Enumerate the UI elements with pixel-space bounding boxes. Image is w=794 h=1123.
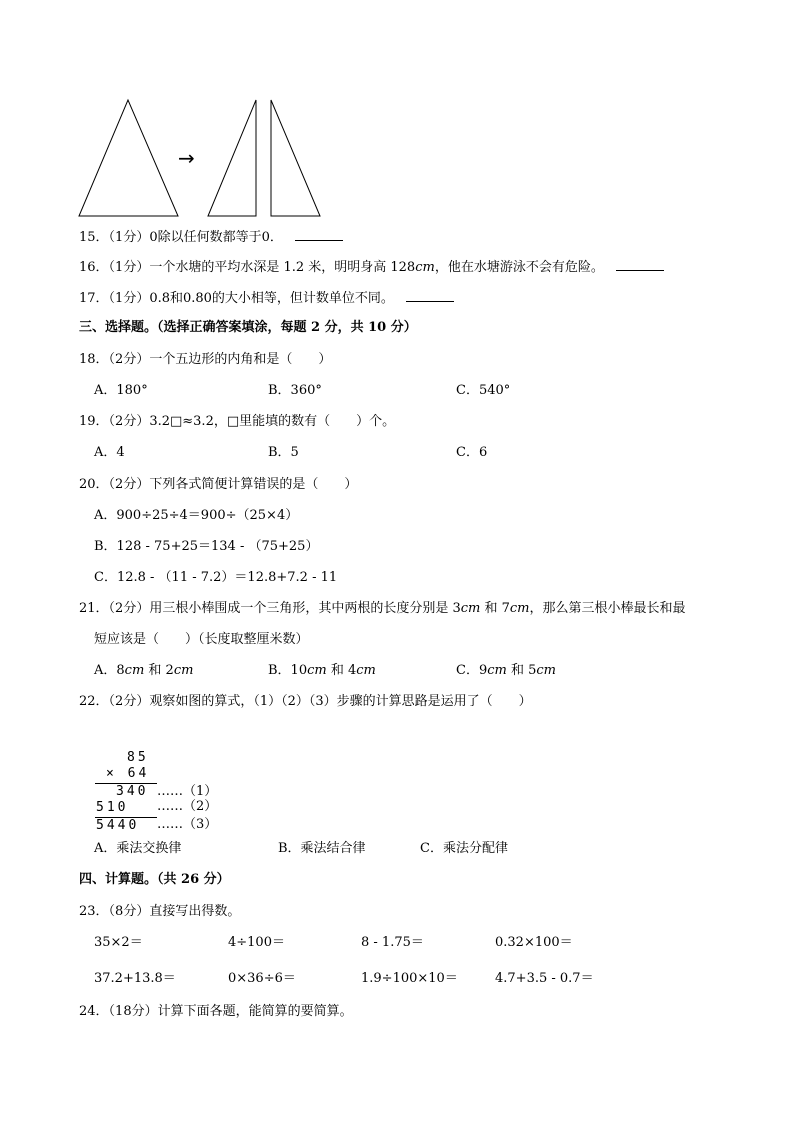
unit-cm: cm <box>509 601 530 616</box>
answer-blank[interactable] <box>295 228 343 241</box>
question-17 <box>79 289 454 307</box>
option-a[interactable]: A．180° <box>94 383 148 398</box>
calc-row-4: 510 <box>96 800 129 815</box>
question-16-text-a: 16．（1分）一个水塘的平均水深是 1.2 米，明明身高 128 <box>79 260 416 275</box>
text: B．10 <box>268 663 308 678</box>
question-16-text-b: ，他在水塘游泳不会有危险。 <box>434 260 604 275</box>
answer-blank[interactable] <box>616 258 664 271</box>
step-label-3: ……（3） <box>157 817 218 832</box>
calc-item: 37.2+13.8＝ <box>94 971 176 986</box>
question-20-stem: 20．（2分）下列各式简便计算错误的是（ ） <box>79 477 358 492</box>
text: C．9 <box>456 663 488 678</box>
text: A．8 <box>94 663 125 678</box>
step-label-1: ……（1） <box>157 784 218 799</box>
option-a[interactable]: A．乘法交换律 <box>94 841 182 856</box>
calc-item: 35×2＝ <box>94 935 143 950</box>
option-c[interactable]: C．乘法分配律 <box>420 841 508 856</box>
arrow-icon: → <box>178 146 195 170</box>
unit-cm: cm <box>460 601 481 616</box>
calc-item: 8 - 1.75＝ <box>361 935 424 950</box>
option-b[interactable]: B．128 - 75+25＝134 - （75+25） <box>94 539 319 554</box>
text: 和 4 <box>326 663 357 678</box>
question-24-stem: 24．（18分）计算下面各题，能简算的要简算。 <box>79 1004 353 1019</box>
option-c[interactable]: C．12.8 - （11 - 7.2）＝12.8+7.2 - 11 <box>94 570 338 585</box>
option-a[interactable]: A．4 <box>94 445 125 460</box>
left-half-triangle <box>208 100 256 216</box>
text: ，那么第三根小棒最长和最 <box>529 601 686 616</box>
isosceles-triangle <box>79 100 178 216</box>
calc-item: 0×36÷6＝ <box>228 971 296 986</box>
calc-item: 1.9÷100×10＝ <box>361 971 458 986</box>
unit-cm: cm <box>415 260 435 275</box>
option-a[interactable]: A．900÷25÷4＝900÷（25×4） <box>94 508 299 523</box>
unit-cm: cm <box>307 663 327 678</box>
question-21-line-2: 短应该是（ ）（长度取整厘米数） <box>94 632 309 647</box>
calc-item: 4÷100＝ <box>228 935 285 950</box>
calc-row-3: 340 <box>116 784 149 799</box>
question-22-stem: 22．（2分）观察如图的算式，（1）（2）（3）步骤的计算思路是运用了（ ） <box>79 694 532 709</box>
question-17-text: 17．（1分）0.8和0.80的大小相等，但计数单位不同。 <box>79 291 394 306</box>
question-15-text: 15．（1分）0除以任何数都等于0． <box>79 230 283 245</box>
option-b[interactable]: B．360° <box>268 383 322 398</box>
question-16 <box>79 258 664 276</box>
section-3-heading: 三、选择题。（选择正确答案填涂，每题 2 分，共 10 分） <box>79 320 417 335</box>
unit-cm: cm <box>356 663 376 678</box>
calc-item: 4.7+3.5 - 0.7＝ <box>495 971 594 986</box>
option-b[interactable]: B．5 <box>268 445 299 460</box>
question-23-stem: 23．（8分）直接写出得数。 <box>79 904 241 919</box>
text: 21．（2分）用三根小棒围成一个三角形，其中两根的长度分别是 3 <box>79 601 461 616</box>
question-15 <box>79 228 343 246</box>
section-4-heading: 四、计算题。（共 26 分） <box>79 872 230 887</box>
question-21-line-1 <box>79 601 686 617</box>
triangle-figure <box>0 0 794 230</box>
unit-cm: cm <box>487 663 507 678</box>
option-c[interactable] <box>456 663 556 679</box>
question-18-stem: 18．（2分）一个五边形的内角和是（ ） <box>79 352 332 367</box>
calc-row-2: × 64 <box>106 766 150 781</box>
unit-cm: cm <box>124 663 145 678</box>
unit-cm: cm <box>536 663 556 678</box>
right-half-triangle <box>271 100 320 216</box>
text: 和 5 <box>506 663 537 678</box>
question-19-stem: 19．（2分）3.2□≈3.2，□里能填的数有（ ）个。 <box>79 414 396 429</box>
answer-blank[interactable] <box>406 289 454 302</box>
option-c[interactable]: C．540° <box>456 383 511 398</box>
calc-item: 0.32×100＝ <box>495 935 573 950</box>
option-b[interactable]: B．乘法结合律 <box>278 841 366 856</box>
step-label-2: ……（2） <box>157 799 218 814</box>
text: 和 7 <box>480 601 510 616</box>
option-a[interactable] <box>94 663 193 679</box>
text: 和 2 <box>144 663 174 678</box>
calc-row-5: 5440 <box>96 818 140 833</box>
calc-row-1: 85 <box>127 750 149 765</box>
option-c[interactable]: C．6 <box>456 445 488 460</box>
unit-cm: cm <box>173 663 194 678</box>
option-b[interactable] <box>268 663 376 679</box>
